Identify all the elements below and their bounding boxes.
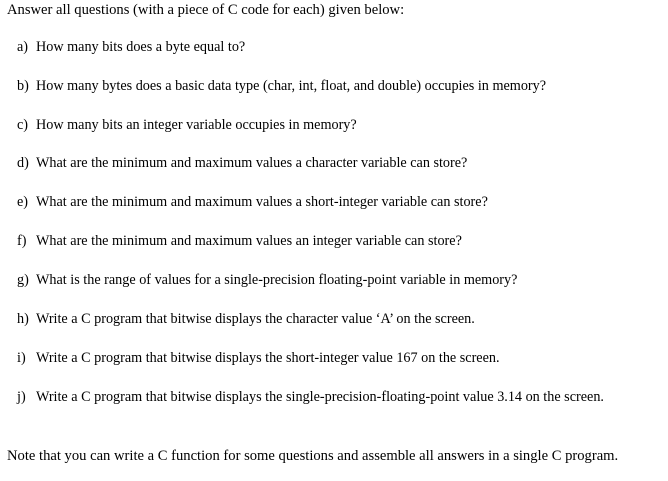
question-item-i	[17, 348, 500, 368]
question-text: What is the range of values for a single-precision floating-point variable in memory?	[36, 272, 518, 288]
question-letter: e)	[17, 194, 29, 210]
question-text: Write a C program that bitwise displays the character value ‘A’ on the screen.	[36, 311, 475, 327]
question-letter: i)	[17, 350, 26, 366]
question-text: What are the minimum and maximum values a short-integer variable can store?	[36, 194, 488, 210]
question-text: How many bits an integer variable occupies in memory?	[36, 117, 357, 133]
question-letter: c)	[17, 117, 29, 133]
question-letter: b)	[17, 78, 29, 94]
question-text: How many bytes does a basic data type (char, int, float, and double) occupies in memory?	[36, 78, 547, 94]
question-item-e	[17, 192, 488, 212]
question-item-a	[17, 37, 245, 57]
question-letter: j)	[17, 389, 26, 405]
question-text: What are the minimum and maximum values a character variable can store?	[36, 155, 468, 171]
question-item-h	[17, 309, 475, 329]
question-letter: a)	[17, 39, 29, 55]
note-text: Note that you can write a C function for some questions and assemble all answers in a single C program.	[7, 448, 619, 464]
question-letter: g)	[17, 272, 29, 288]
question-letter: h)	[17, 311, 29, 327]
question-item-j	[17, 387, 604, 407]
question-letter: f)	[17, 233, 27, 249]
question-item-c	[17, 115, 357, 135]
question-item-f	[17, 231, 462, 251]
question-item-b	[17, 76, 546, 96]
question-item-g	[17, 270, 517, 290]
question-letter: d)	[17, 155, 29, 171]
question-text: How many bits does a byte equal to?	[36, 39, 246, 55]
question-text: Write a C program that bitwise displays the short-integer value 167 on the screen.	[36, 350, 500, 366]
question-item-d	[17, 153, 467, 173]
intro-text: Answer all questions (with a piece of C code for each) given below:	[7, 2, 405, 18]
question-text: Write a C program that bitwise displays the single-precision-floating-point value 3.14 on the screen.	[36, 389, 604, 405]
question-text: What are the minimum and maximum values an integer variable can store?	[36, 233, 462, 249]
